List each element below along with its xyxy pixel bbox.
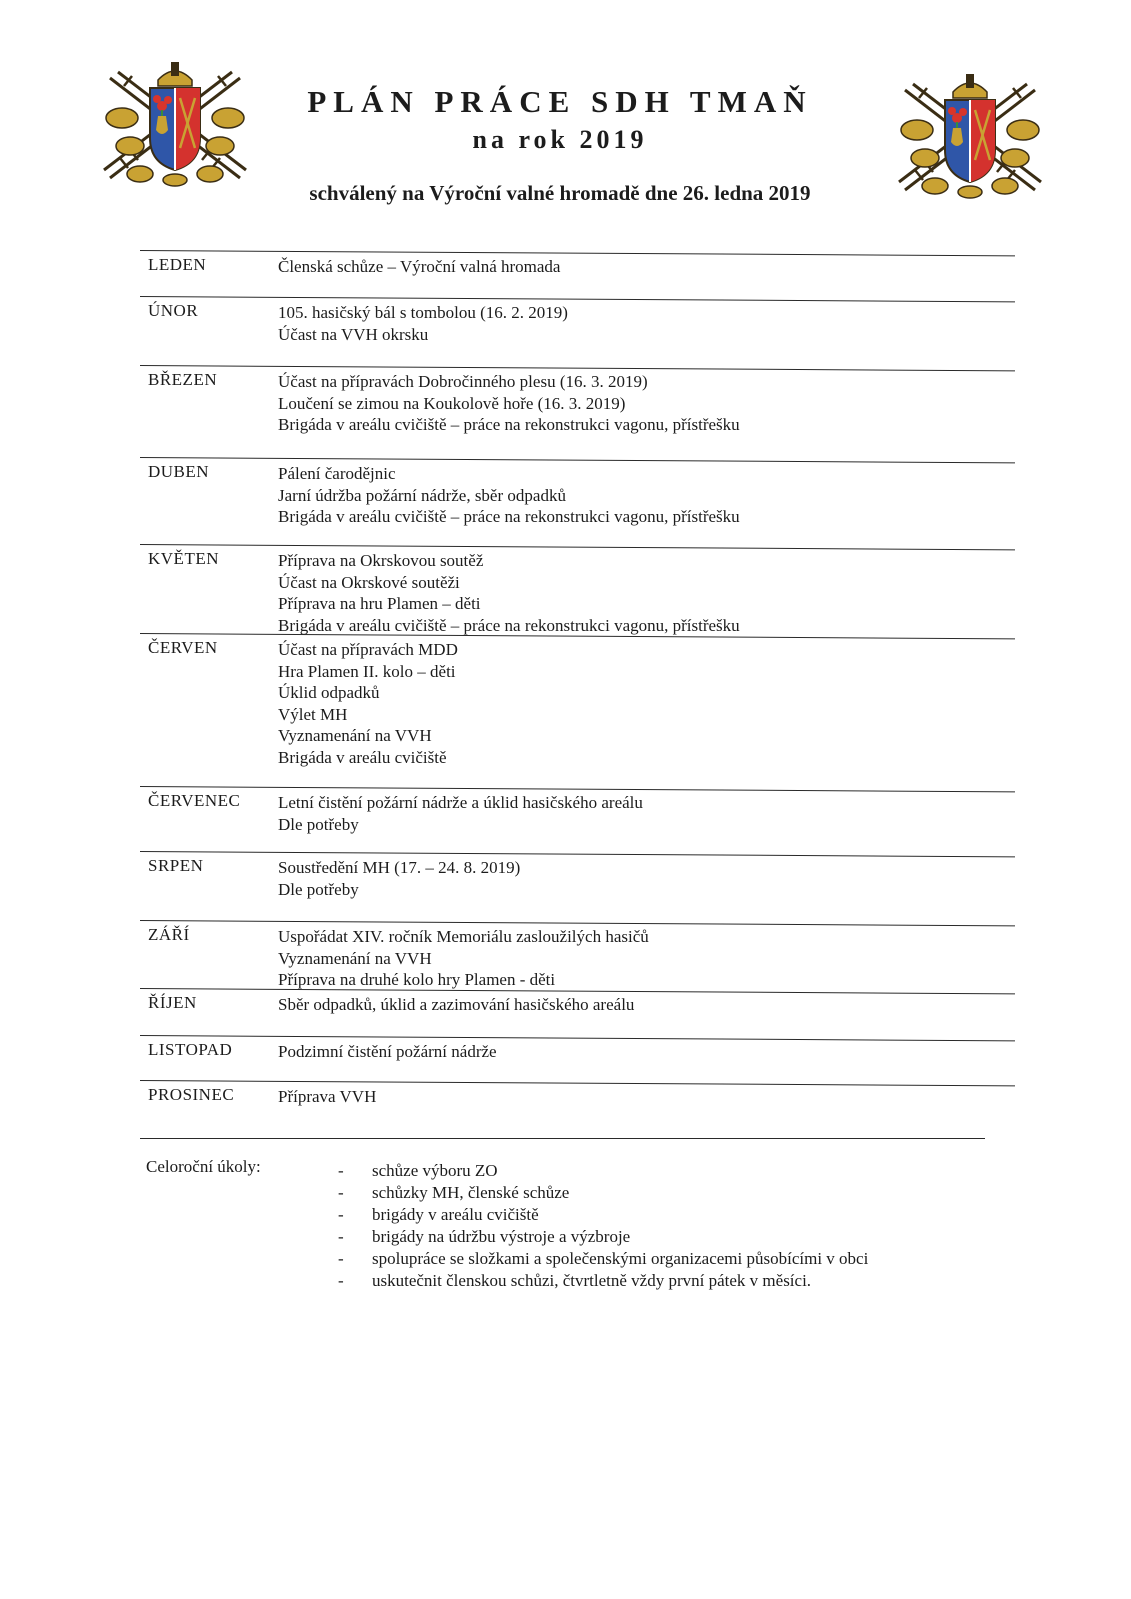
fire-brigade-emblem-left [100, 58, 250, 188]
yearly-task-item [338, 1160, 868, 1182]
task-item: Brigáda v areálu cvičiště – práce na rekonstrukci vagonu, přístřešku [278, 415, 740, 434]
task-item: Soustředění MH (17. – 24. 8. 2019) [278, 858, 521, 877]
month-name: PROSINEC [148, 1085, 235, 1104]
month-name: SRPEN [148, 856, 204, 875]
task-item: Vyznamenání na VVH [278, 948, 432, 968]
month-tasks [278, 926, 649, 991]
month-name: ŘÍJEN [148, 993, 197, 1012]
yearly-task-text: brigády na údržbu výstroje a výzbroje [372, 1227, 631, 1246]
month-name: BŘEZEN [148, 370, 218, 389]
month-tasks [278, 857, 520, 900]
month-name: ZÁŘÍ [148, 925, 190, 944]
month-tasks [278, 550, 740, 636]
task-item: Výlet MH [278, 704, 348, 724]
yearly-task-item [338, 1182, 868, 1204]
task-item: Brigáda v areálu cvičiště [278, 747, 447, 767]
closing-divider [140, 1138, 985, 1139]
task-item: Brigáda v areálu cvičiště – práce na rekonstrukci vagonu, přístřešku [278, 507, 740, 526]
task-item: Jarní údržba požární nádrže, sběr odpadků [278, 485, 566, 505]
fire-brigade-emblem-right [895, 70, 1045, 200]
task-item: Pálení čarodějnic [278, 464, 396, 483]
month-name: LEDEN [148, 255, 207, 274]
month-tasks [278, 994, 634, 1016]
month-name: ČERVENEC [148, 791, 241, 810]
yearly-task-item [338, 1204, 868, 1226]
month-name: ÚNOR [148, 301, 199, 320]
bullet-dash: - [338, 1249, 344, 1268]
month-tasks [278, 371, 740, 436]
bullet-dash: - [338, 1161, 344, 1180]
task-item: Sběr odpadků, úklid a zazimování hasičského areálu [278, 995, 635, 1014]
task-item: 105. hasičský bál s tombolou (16. 2. 2019) [278, 303, 568, 322]
yearly-task-text: spolupráce se složkami a společenskými organizacemi působícími v obci [372, 1249, 869, 1268]
yearly-task-item [338, 1270, 868, 1292]
month-divider [140, 296, 1015, 302]
bullet-dash: - [338, 1271, 344, 1290]
task-item: Účast na přípravách MDD [278, 640, 458, 659]
bullet-dash: - [338, 1205, 344, 1224]
month-divider [140, 851, 1015, 857]
month-divider [140, 1035, 1015, 1041]
month-tasks [278, 302, 568, 345]
task-item: Podzimní čistění požární nádrže [278, 1042, 497, 1061]
task-item: Brigáda v areálu cvičiště – práce na rekonstrukci vagonu, přístřešku [278, 615, 740, 635]
task-item: Letní čistění požární nádrže a úklid hasičského areálu [278, 793, 643, 812]
month-name: KVĚTEN [148, 549, 219, 568]
task-item: Dle potřeby [278, 814, 359, 834]
month-divider [140, 250, 1015, 256]
month-tasks [278, 1086, 376, 1108]
yearly-task-item [338, 1226, 868, 1248]
yearly-task-item [338, 1248, 868, 1270]
yearly-task-text: schůze výboru ZO [372, 1161, 498, 1180]
yearly-task-text: uskutečnit členskou schůzi, čtvrtletně vždy první pátek v měsíci. [372, 1271, 812, 1290]
month-name: LISTOPAD [148, 1040, 233, 1059]
page-title: PLÁN PRÁCE SDH TMAŇ [307, 84, 813, 119]
task-item: Uspořádat XIV. ročník Memoriálu zasloužilých hasičů [278, 927, 649, 946]
yearly-task-text: schůzky MH, členské schůze [372, 1183, 570, 1202]
task-item: Příprava na Okrskovou soutěž [278, 551, 484, 570]
task-item: Příprava VVH [278, 1087, 377, 1106]
month-tasks [278, 639, 458, 768]
task-item: Dle potřeby [278, 879, 359, 899]
yearly-task-text: brigády v areálu cvičiště [372, 1205, 539, 1224]
month-tasks [278, 1041, 497, 1063]
bullet-dash: - [338, 1183, 344, 1202]
month-name: ČERVEN [148, 638, 218, 657]
task-item: Vyznamenání na VVH [278, 726, 432, 745]
task-item: Úklid odpadků [278, 683, 380, 702]
task-item: Členská schůze – Výroční valná hromada [278, 257, 561, 276]
task-item: Příprava na druhé kolo hry Plamen - děti [278, 970, 556, 989]
task-item: Účast na VVH okrsku [278, 324, 429, 344]
month-divider [140, 1080, 1015, 1086]
month-name: DUBEN [148, 462, 210, 481]
yearly-tasks-label: Celoroční úkoly: [146, 1157, 261, 1176]
task-item: Účast na přípravách Dobročinného plesu (16. 3. 2019) [278, 372, 648, 391]
page-subtitle: na rok 2019 [472, 125, 648, 154]
yearly-tasks-list [338, 1160, 868, 1292]
month-tasks [278, 792, 643, 835]
bullet-dash: - [338, 1227, 344, 1246]
month-tasks [278, 463, 740, 528]
task-item: Příprava na hru Plamen – děti [278, 594, 481, 613]
task-item: Hra Plamen II. kolo – děti [278, 661, 456, 681]
month-tasks [278, 256, 560, 278]
task-item: Účast na Okrskové soutěži [278, 572, 460, 592]
task-item: Loučení se zimou na Koukolově hoře (16. 3. 2019) [278, 393, 626, 413]
approval-note: schválený na Výroční valné hromadě dne 26. ledna 2019 [309, 181, 811, 205]
